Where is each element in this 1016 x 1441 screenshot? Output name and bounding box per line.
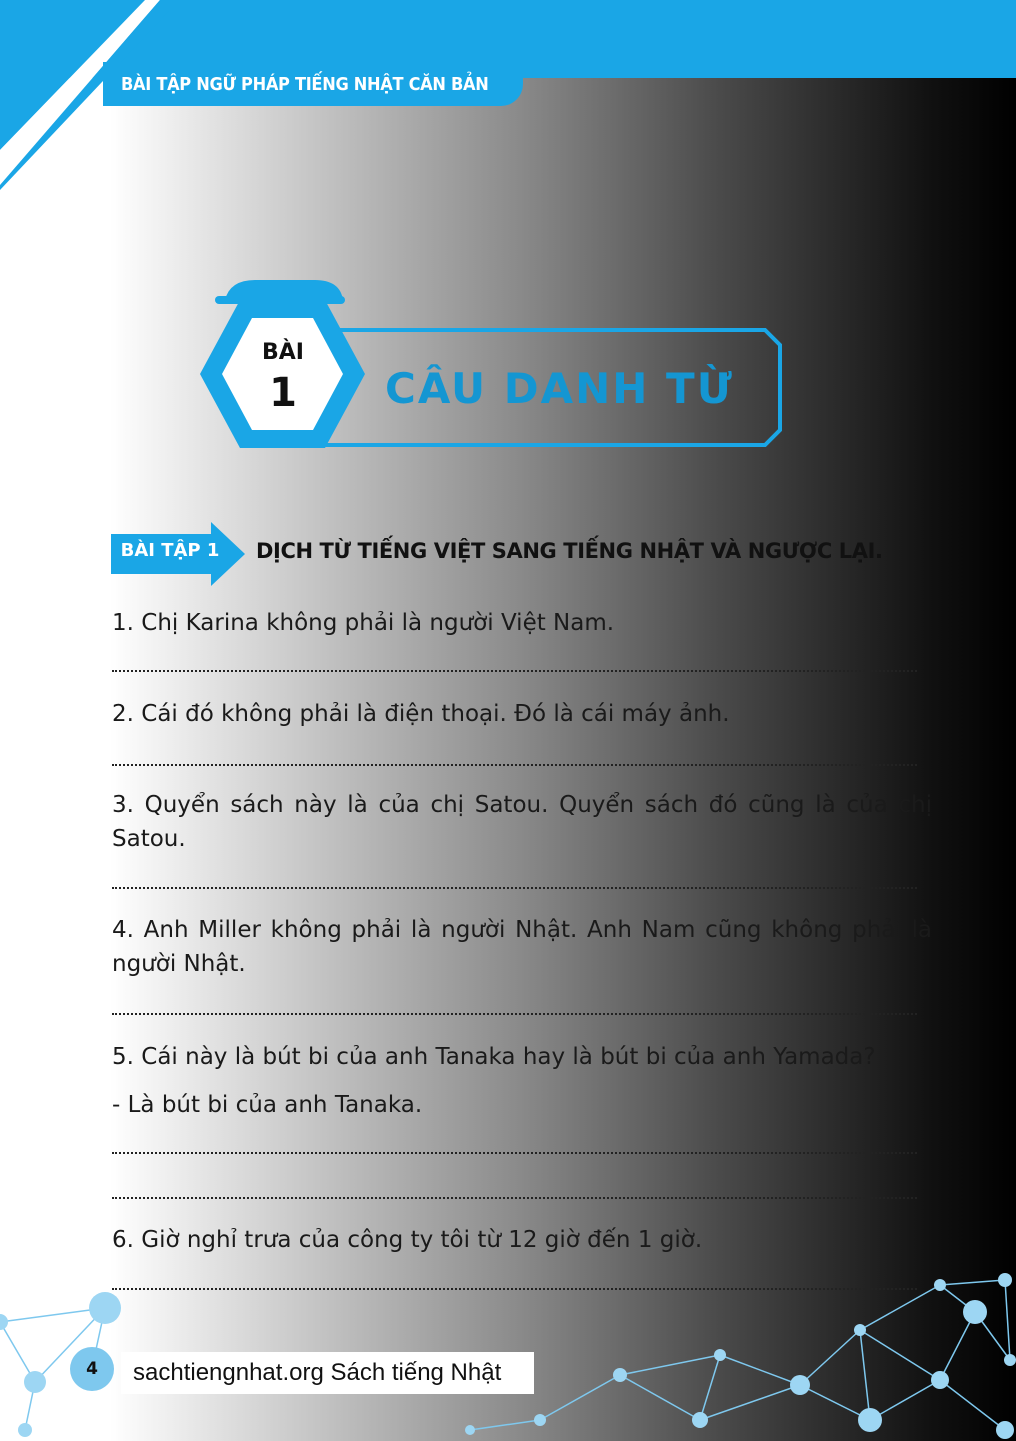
answer-line — [112, 764, 917, 766]
answer-line — [112, 1152, 917, 1154]
answer-line — [112, 670, 917, 672]
book-title-tab — [103, 62, 523, 106]
question-5: 5. Cái này là bút bi của anh Tanaka hay là bút bi của anh Yamada? — [112, 1044, 876, 1070]
footer-banner — [121, 1352, 534, 1394]
answer-line — [112, 1197, 917, 1199]
answer-line — [112, 887, 917, 889]
page-number: 4 — [70, 1347, 114, 1391]
question-3: 3. Quyển sách này là của chị Satou. Quyển sách đó cũng là của chị Satou. — [112, 792, 932, 852]
question-4: 4. Anh Miller không phải là người Nhật. Anh Nam cũng không phải là người Nhật. — [112, 917, 932, 977]
answer-line — [112, 1013, 917, 1015]
question-6: 6. Giờ nghỉ trưa của công ty tôi từ 12 giờ đến 1 giờ. — [112, 1227, 703, 1253]
question-1: 1. Chị Karina không phải là người Việt Nam. — [112, 610, 615, 636]
question-2: 2. Cái đó không phải là điện thoại. Đó là cái máy ảnh. — [112, 701, 730, 727]
lesson-label: BÀI — [262, 340, 304, 365]
answer-example: - Là bút bi của anh Tanaka. — [112, 1092, 423, 1118]
exercise-instruction: DỊCH TỪ TIẾNG VIỆT SANG TIẾNG NHẬT VÀ NGƯỢC LẠI. — [256, 539, 883, 563]
lesson-title: CÂU DANH TỪ — [385, 364, 734, 413]
network-decoration — [0, 1260, 1016, 1441]
lesson-number: 1 — [269, 370, 297, 416]
book-title: BÀI TẬP NGỮ PHÁP TIẾNG NHẬT CĂN BẢN — [121, 73, 489, 95]
footer-site-text: sachtiengnhat.org Sách tiếng Nhật — [133, 1359, 502, 1386]
exercise-badge: BÀI TẬP 1 — [120, 540, 220, 561]
